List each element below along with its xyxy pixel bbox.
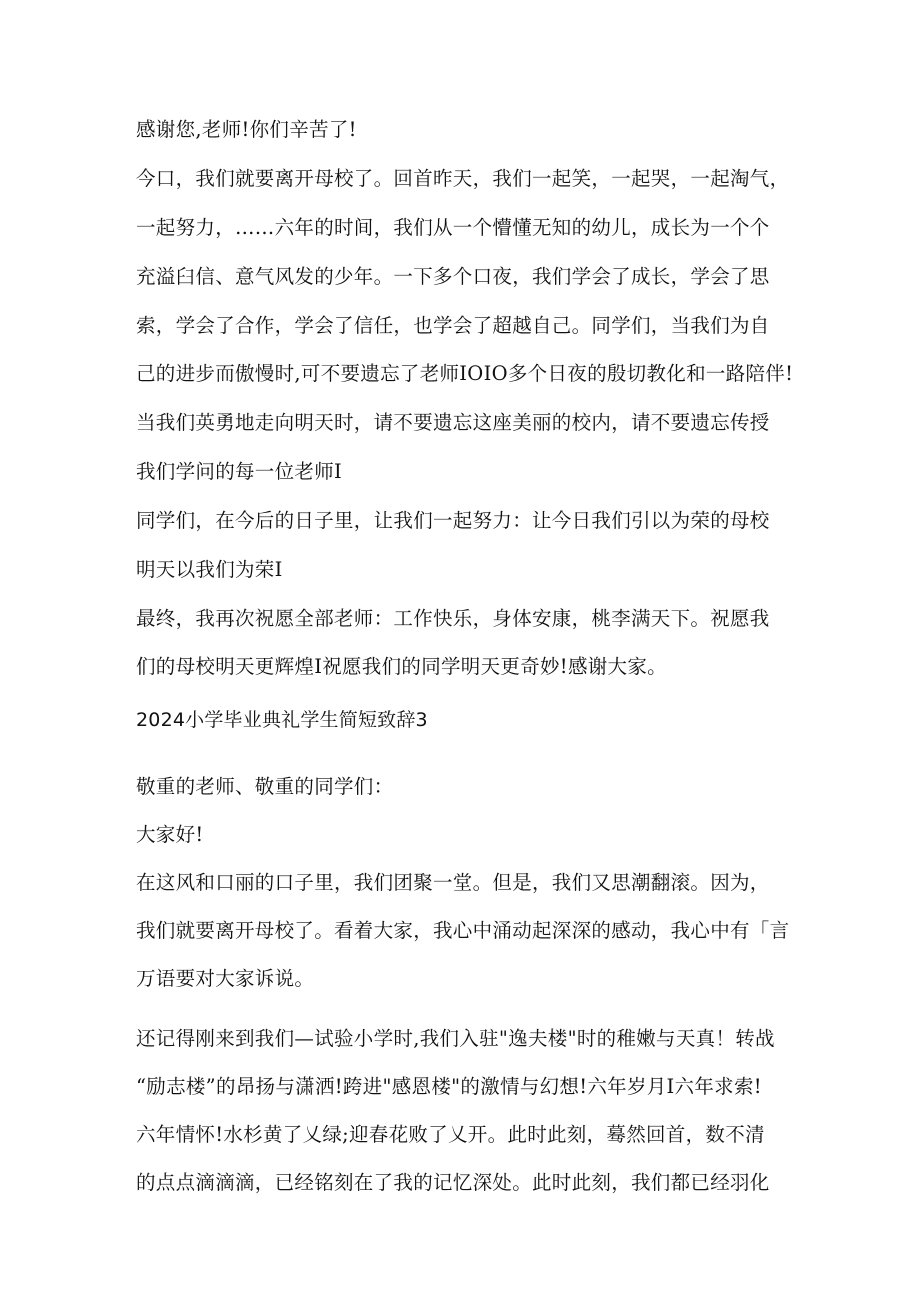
paragraph-line: 今口，我们就要离开母校了。回首昨天，我们一起笑，一起哭，一起淘气， xyxy=(136,167,790,190)
paragraph-line: 一起努力，……六年的时间，我们从一个懵懂无知的幼儿，成长为一个个 xyxy=(136,216,770,239)
paragraph-line: 在这风和口丽的口子里，我们团聚一堂。但是，我们又思潮翻滚。因为， xyxy=(136,871,770,894)
paragraph-line: 六年情怀!水杉黄了乂绿;迎春花败了乂开。此时此刻，蓦然回首，数不清 xyxy=(136,1123,765,1146)
section-heading: 2024小学毕业典礼学生简短致辞3 xyxy=(136,709,428,731)
paragraph-line: 索，学会了合作，学会了信任，也学会了超越自己。同学们，当我们为自 xyxy=(136,314,770,337)
paragraph-line: 最终，我再次祝愿全部老师：工作快乐，身体安康，桃李满天下。祝愿我 xyxy=(136,607,770,630)
paragraph-line: 的点点滴滴滴，已经铭刻在了我的记忆深处。此时此刻，我们都已经羽化 xyxy=(136,1171,770,1194)
paragraph-thanks-teachers: 感谢您,老师!你们辛苦了! xyxy=(136,118,357,141)
paragraph-line: 还记得刚来到我们—试验小学时,我们入驻"逸夫楼"时的稚嫩与天真！转战 xyxy=(136,1027,775,1050)
paragraph-line: 充溢臼信、意气风发的少年。一下多个口夜，我们学会了成长，学会了思 xyxy=(136,265,770,288)
paragraph-line: 明天以我们为荣I xyxy=(136,558,283,581)
paragraph-line: “励志楼”的昂扬与潇洒!跨进"感恩楼"的激情与幻想!六年岁月I六年求索! xyxy=(136,1075,762,1098)
paragraph-line: 当我们英勇地走向明天时，请不要遗忘这座美丽的校内，请不要遗忘传授 xyxy=(136,411,770,434)
greeting: 大家好! xyxy=(136,823,204,846)
paragraph-line: 我们就要离开母校了。看着大家，我心中涌动起深深的感动，我心中有「言 xyxy=(136,919,790,942)
paragraph-line: 们的母校明天更辉煌I祝愿我们的同学明天更奇妙!感谢大家。 xyxy=(136,655,667,678)
paragraph-line: 万语要对大家诉说。 xyxy=(136,967,315,990)
paragraph-line: 己的进步而傲慢时,可不要遗忘了老师IOIO多个日夜的殷切教化和一路陪伴! xyxy=(136,362,794,385)
salutation: 敬重的老师、敬重的同学们： xyxy=(136,775,394,798)
paragraph-line: 我们学问的每一位老师I xyxy=(136,460,343,483)
paragraph-line: 同学们，在今后的日子里，让我们一起努力：让今日我们引以为荣的母校 xyxy=(136,509,770,532)
